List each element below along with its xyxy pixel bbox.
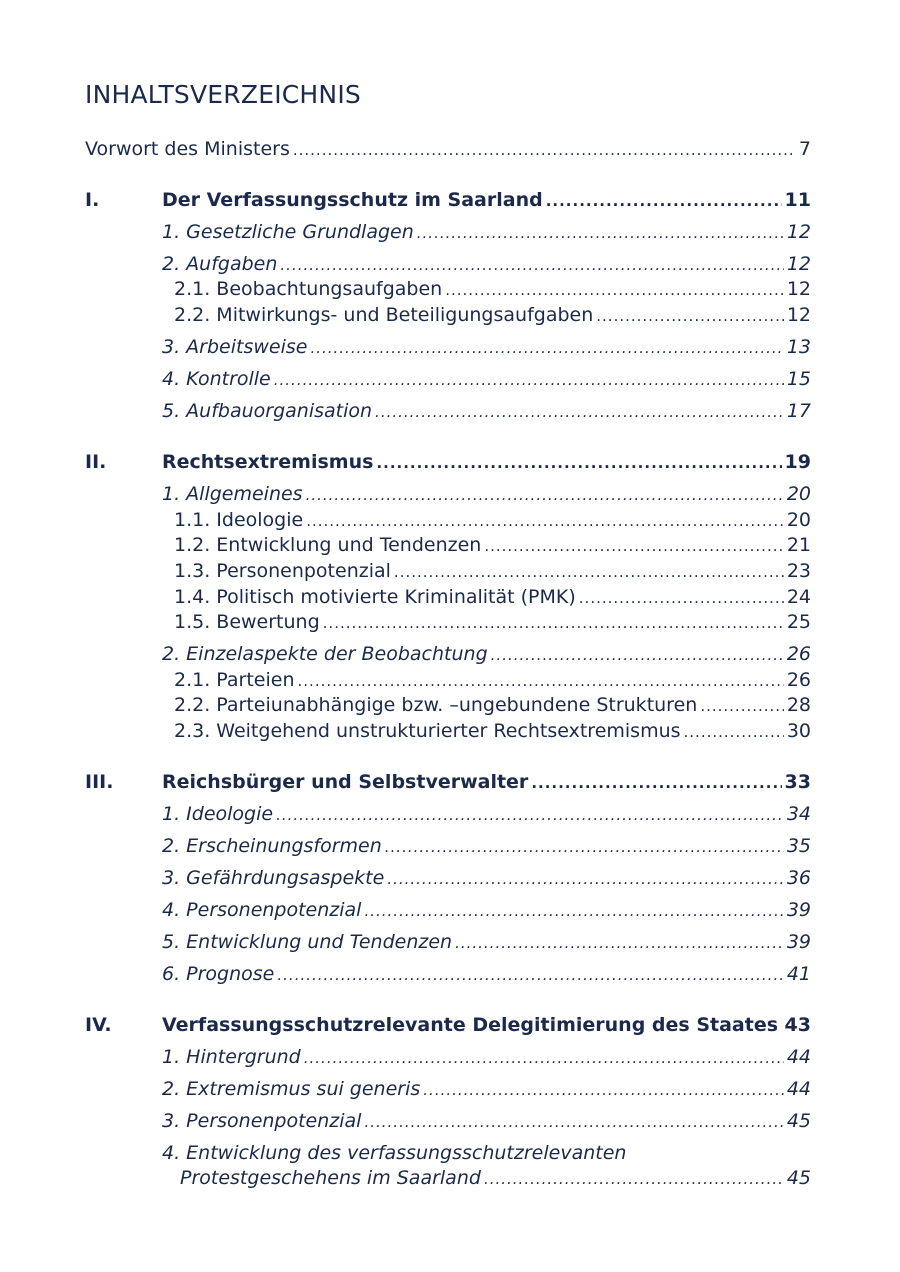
- toc-entry[interactable]: [162, 897, 811, 923]
- chapter-title: Reichsbürger und Selbstverwalter: [162, 771, 529, 793]
- leader-dots: [781, 1013, 782, 1039]
- toc-page-number: 36: [786, 867, 811, 889]
- toc-entry-text: 3. Arbeitsweise: [162, 336, 308, 358]
- leader-dots: [445, 277, 784, 303]
- toc-entry-text: 3. Personenpotenzial: [162, 1110, 362, 1132]
- leader-dots: [684, 719, 784, 745]
- toc-entry[interactable]: [162, 929, 811, 955]
- toc-entry-text: 2. Aufgaben: [162, 253, 278, 275]
- toc-entry[interactable]: [174, 532, 811, 558]
- toc-entry-text: 2. Extremismus sui generis: [162, 1078, 421, 1100]
- toc-entry-text: 2.2. Parteiunabhängige bzw. –ungebundene Strukturen: [174, 694, 698, 716]
- toc-entry[interactable]: [162, 865, 811, 891]
- chapter-title: Rechtsextremismus: [162, 451, 374, 473]
- toc-page-number: 15: [786, 368, 811, 390]
- toc-entry[interactable]: [174, 609, 811, 635]
- leader-dots: [323, 610, 784, 636]
- toc-entry[interactable]: [180, 1165, 811, 1191]
- toc-page-number: 20: [786, 509, 811, 531]
- toc-entry[interactable]: [174, 718, 811, 744]
- leader-dots: [375, 399, 784, 425]
- toc-page-number: 7: [798, 138, 811, 160]
- leader-dots: [364, 1109, 783, 1135]
- toc-entry[interactable]: [174, 302, 811, 328]
- toc-entry-text: 1.2. Entwicklung und Tendenzen: [174, 534, 482, 556]
- toc-entry-text: Protestgeschehens im Saarland: [180, 1167, 481, 1189]
- toc-entry-text: 1. Ideologie: [162, 803, 274, 825]
- toc-page-number: 25: [786, 611, 811, 633]
- leader-dots: [700, 693, 784, 719]
- toc-entry[interactable]: [162, 366, 811, 392]
- leader-dots: [304, 1045, 784, 1071]
- toc-entry-text: 4. Kontrolle: [162, 368, 271, 390]
- toc-entry[interactable]: [162, 641, 811, 667]
- toc-entry-text: 1.5. Bewertung: [174, 611, 320, 633]
- toc-entry[interactable]: [162, 961, 811, 987]
- toc-page-number: 43: [784, 1014, 811, 1036]
- chapter-number: III.: [85, 771, 114, 793]
- toc-entry-text: 6. Prognose: [162, 963, 275, 985]
- toc-chapter-2[interactable]: [162, 449, 811, 475]
- toc-entry-text: 2.2. Mitwirkungs- und Beteiligungsaufgaben: [174, 304, 594, 326]
- leader-dots: [484, 533, 784, 559]
- toc-entry-foreword[interactable]: [85, 136, 811, 162]
- toc-page-number: 21: [786, 534, 811, 556]
- toc-page-number: 45: [786, 1167, 811, 1189]
- toc-page-number: 33: [784, 771, 811, 793]
- chapter-title: Verfassungsschutzrelevante Delegitimierung des Staates: [162, 1014, 779, 1036]
- toc-entry-text: 1. Allgemeines: [162, 483, 303, 505]
- toc-entry-text: 2.1. Beobachtungsaufgaben: [174, 278, 443, 300]
- leader-dots: [364, 898, 783, 924]
- toc-page-number: 11: [784, 189, 811, 211]
- leader-dots: [596, 303, 784, 329]
- chapter-number: II.: [85, 451, 107, 473]
- leader-dots: [306, 508, 784, 534]
- toc-entry[interactable]: [174, 276, 811, 302]
- leader-dots: [394, 559, 784, 585]
- toc-entry[interactable]: [174, 558, 811, 584]
- toc-page-number: 12: [786, 221, 811, 243]
- leader-dots: [484, 1166, 784, 1192]
- leader-dots: [276, 802, 784, 828]
- toc-entry[interactable]: [162, 833, 811, 859]
- toc-chapter-1[interactable]: [162, 187, 811, 213]
- chapter-title: Der Verfassungsschutz im Saarland: [162, 189, 543, 211]
- toc-page-number: 13: [786, 336, 811, 358]
- toc-entry[interactable]: [162, 1044, 811, 1070]
- toc-entry[interactable]: [162, 1108, 811, 1134]
- toc-entry-text: 3. Gefährdungsaspekte: [162, 867, 385, 889]
- toc-page-number: 44: [786, 1078, 811, 1100]
- toc-entry-text: 2.3. Weitgehend unstrukturierter Rechtsextremismus: [174, 720, 681, 742]
- toc-chapter-3[interactable]: [162, 769, 811, 795]
- leader-dots: [417, 220, 784, 246]
- toc-page-number: 39: [786, 931, 811, 953]
- leader-dots: [280, 252, 783, 278]
- toc-entry-text: 1.3. Personenpotenzial: [174, 560, 391, 582]
- toc-chapter-4[interactable]: [162, 1012, 811, 1038]
- leader-dots: [293, 137, 796, 163]
- toc-entry-text: 2.1. Parteien: [174, 669, 295, 691]
- toc-entry-text: 2. Erscheinungsformen: [162, 835, 382, 857]
- toc-entry[interactable]: [162, 251, 811, 277]
- toc-page-number: 34: [786, 803, 811, 825]
- toc-entry[interactable]: [162, 481, 811, 507]
- toc-entry[interactable]: [162, 334, 811, 360]
- toc-page-number: 35: [786, 835, 811, 857]
- toc-entry[interactable]: [162, 1076, 811, 1102]
- toc-entry[interactable]: [162, 801, 811, 827]
- leader-dots: [546, 188, 782, 214]
- toc-entry-line1[interactable]: 4. Entwicklung des verfassungsschutzrelevanten: [162, 1142, 627, 1164]
- leader-dots: [376, 450, 781, 476]
- toc-entry-text: 4. Personenpotenzial: [162, 899, 362, 921]
- chapter-number: IV.: [85, 1014, 112, 1036]
- toc-entry[interactable]: [174, 692, 811, 718]
- chapter-number: I.: [85, 189, 100, 211]
- toc-page-number: 41: [786, 963, 811, 985]
- toc-page-number: 23: [786, 560, 811, 582]
- leader-dots: [298, 668, 784, 694]
- toc-page-number: 12: [786, 278, 811, 300]
- toc-page-number: 30: [786, 720, 811, 742]
- leader-dots: [531, 770, 781, 796]
- toc-page-number: 45: [786, 1110, 811, 1132]
- leader-dots: [306, 482, 784, 508]
- toc-entry[interactable]: [174, 667, 811, 693]
- toc-page-number: 44: [786, 1046, 811, 1068]
- leader-dots: [579, 585, 784, 611]
- toc-page-number: 24: [786, 586, 811, 608]
- toc-page-number: 26: [786, 643, 811, 665]
- toc-page-number: 19: [784, 451, 811, 473]
- toc-entry-text: 2. Einzelaspekte der Beobachtung: [162, 643, 488, 665]
- leader-dots: [274, 367, 784, 393]
- toc-page-number: 26: [786, 669, 811, 691]
- toc-entry[interactable]: [162, 398, 811, 424]
- toc-page-number: 12: [786, 304, 811, 326]
- leader-dots: [491, 642, 784, 668]
- leader-dots: [310, 335, 783, 361]
- toc-entry[interactable]: [174, 584, 811, 610]
- page-title: INHALTSVERZEICHNIS: [85, 80, 361, 109]
- leader-dots: [387, 866, 784, 892]
- toc-page-number: 12: [786, 253, 811, 275]
- leader-dots: [385, 834, 784, 860]
- toc-entry-text: 1. Gesetzliche Grundlagen: [162, 221, 414, 243]
- toc-page-number: 17: [786, 400, 811, 422]
- toc-entry[interactable]: [162, 219, 811, 245]
- toc-page-number: 39: [786, 899, 811, 921]
- toc-entry[interactable]: [174, 507, 811, 533]
- leader-dots: [277, 962, 783, 988]
- toc-entry-text: 1. Hintergrund: [162, 1046, 301, 1068]
- toc-entry-text: 5. Aufbauorganisation: [162, 400, 373, 422]
- toc-page-number: 28: [786, 694, 811, 716]
- toc-entry-text: 5. Entwicklung und Tendenzen: [162, 931, 453, 953]
- leader-dots: [423, 1077, 784, 1103]
- toc-page-number: 20: [786, 483, 811, 505]
- toc-entry-text: Vorwort des Ministers: [85, 138, 290, 160]
- leader-dots: [455, 930, 784, 956]
- toc-entry-text: 1.4. Politisch motivierte Kriminalität (PMK): [174, 586, 576, 608]
- toc-entry-text: 1.1. Ideologie: [174, 509, 304, 531]
